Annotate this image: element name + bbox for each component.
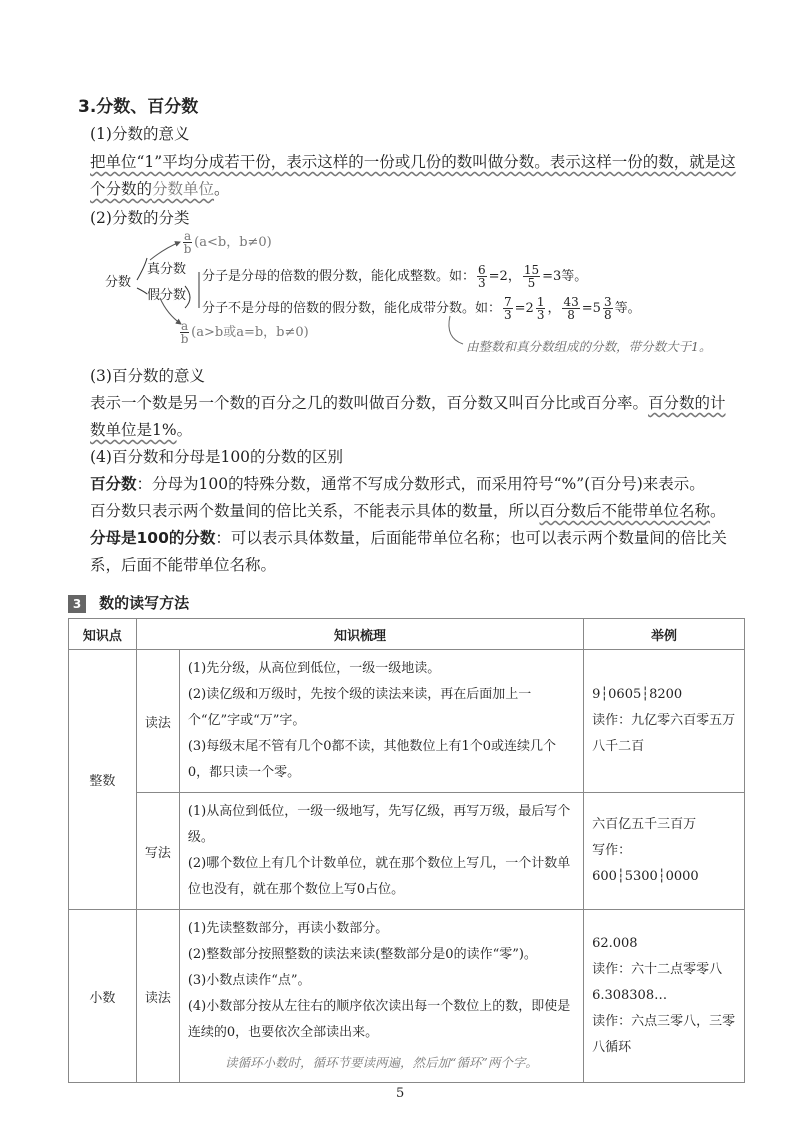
subheading-fraction-meaning: (1)分数的意义 <box>90 125 190 143</box>
table-row <box>69 793 745 910</box>
improper-branch-integer: 分子是分母的倍数的假分数，能化成整数。如： $\frac{6}{3}$ =2， $\frac{15}{5}$ =3等。 <box>202 263 588 290</box>
tree-proper-fraction: 真分数 <box>147 262 187 277</box>
subheading-percent-meaning: (3)百分数的意义 <box>90 367 205 385</box>
section-number-badge: 3 <box>68 595 86 613</box>
header-example: 举例 <box>584 619 745 650</box>
decimal-label: 小数 <box>69 910 137 1083</box>
fraction-definition-line2 <box>90 177 230 199</box>
section-title: 3.分数、百分数 <box>78 97 199 117</box>
tree-root-fraction: 分数 <box>105 275 132 290</box>
fraction-definition-prefix: 个分数的 <box>90 180 153 198</box>
page-number: 5 <box>396 1086 405 1101</box>
section-header-read-write <box>68 592 189 613</box>
fraction-definition-end: 。 <box>214 180 230 198</box>
integer-label: 整数 <box>69 650 137 910</box>
fraction-unit-term: 分数单位 <box>152 180 215 198</box>
fraction-100-explanation-end: 系，后面不能带单位名称。 <box>90 556 277 574</box>
integer-write-rules: (1)从高位到低位，一级一级地写，先写亿级，再写万级，最后写个级。 (2)哪个数位上有几个计数单位，就在那个数位上写几，一个计数单位也没有，就在那个数位上写0占位。 <box>179 793 583 910</box>
read-write-table <box>68 618 745 1083</box>
integer-write-label: 写法 <box>136 793 179 910</box>
percent-definition-line1: 表示一个数是另一个数的百分之几的数叫做百分数，百分数又叫百分比或百分率。百分数的计 <box>90 394 726 412</box>
tree-improper-fraction: 假分数 <box>147 288 187 303</box>
integer-read-label: 读法 <box>136 650 179 793</box>
subheading-percent-vs-fraction: (4)百分数和分母是100的分数的区别 <box>90 448 344 466</box>
mixed-number-note: 由整数和真分数组成的分数，带分数大于1。 <box>466 339 712 354</box>
fraction-100-explanation: 分母是100的分数：可以表示具体数量，后面能带单位名称；也可以表示两个数量间的倍比关 <box>90 529 727 547</box>
decimal-read-note: 读循环小数时，循环节要读两遍，然后加“循环”两个字。 <box>225 1055 538 1070</box>
header-knowledge-point: 知识点 <box>69 619 137 650</box>
percent-no-unit: 百分数只表示两个数量间的倍比关系，不能表示具体的数量，所以百分数后不能带单位名称。 <box>90 502 726 520</box>
improper-fraction-form: $\frac{a}{b}$ (a>b或a=b，b≠0) <box>180 319 309 346</box>
percent-definition-line2: 数单位是1%。 <box>90 421 193 439</box>
section-header-title: 数的读写方法 <box>99 594 190 612</box>
proper-fraction-form: $\frac{a}{b}$ (a<b，b≠0) <box>183 229 272 256</box>
subheading-fraction-classes: (2)分数的分类 <box>90 209 190 227</box>
decimal-read-rules: (1)先读整数部分，再读小数部分。 (2)整数部分按照整数的读法来读(整数部分是0的读作“零”)。 (3)小数点读作“点”。 (4)小数部分按从左往右的顺序依次读出每一个数位上的数，即使是连续的0，也要依次全部读出来。 读循环小数时，循环节要读两遍，然后加“循环”两个字。 <box>179 910 583 1083</box>
table-header-row <box>69 619 745 650</box>
fraction-definition-line1: 把单位“1”平均分成若干份，表示这样的一份或几份的数叫做分数。表示这样一份的数，就是这 <box>90 153 736 171</box>
integer-read-rules: (1)先分级，从高位到低位，一级一级地读。 (2)读亿级和万级时，先按个级的读法来读，再在后面加上一个“亿”字或“万”字。 (3)每级末尾不管有几个0都不读，其他数位上有1个0或连续几个0，都只读一个零。 <box>179 650 583 793</box>
header-knowledge-summary: 知识梳理 <box>136 619 583 650</box>
decimal-read-label: 读法 <box>136 910 179 1083</box>
decimal-read-example: 62.008 读作：六十二点零零八 6.308308… 读作：六点三零八，三零八循环 <box>584 910 745 1083</box>
integer-read-example: 9┆0605┆8200 读作：九亿零六百零五万八千二百 <box>584 650 745 793</box>
table-row <box>69 910 745 1083</box>
improper-branch-mixed: 分子不是分母的倍数的假分数，能化成带分数。如： $\frac{7}{3}$ =2 $\frac{1}{3}$ ， $\frac{43}{8}$ =5 $\frac{3}{8}$ 等。 <box>202 295 641 322</box>
percent-explanation: 百分数：分母为100的特殊分数，通常不写成分数形式，而采用符号“%”(百分号)来表示。 <box>90 475 705 493</box>
table-row <box>69 650 745 793</box>
integer-write-example: 六百亿五千三百万 写作：600┆5300┆0000 <box>584 793 745 910</box>
